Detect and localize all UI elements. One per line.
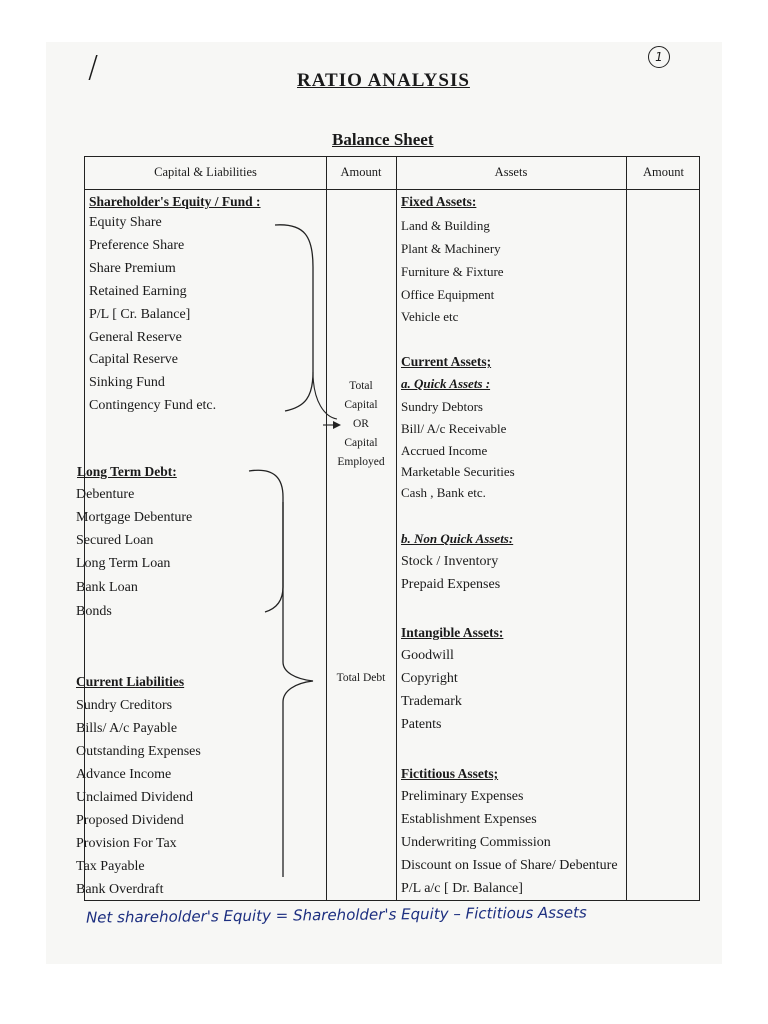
- list-item: Goodwill: [401, 648, 454, 663]
- header-capital-liabilities: Capital & Liabilities: [154, 165, 257, 179]
- list-item: Advance Income: [76, 767, 172, 782]
- list-item: Debenture: [76, 487, 135, 502]
- list-item: Contingency Fund etc.: [89, 398, 217, 413]
- list-item: Tax Payable: [76, 859, 145, 874]
- list-item: Marketable Securities: [401, 464, 515, 479]
- list-item: Mortgage Debenture: [76, 510, 193, 525]
- non-quick-assets-heading: b. Non Quick Assets:: [401, 531, 514, 546]
- header-amount-left: Amount: [340, 165, 382, 179]
- shareholders-equity-heading: Shareholder's Equity / Fund :: [89, 194, 261, 209]
- list-item: Unclaimed Dividend: [76, 790, 194, 805]
- current-liabilities-heading: Current Liabilities: [76, 674, 185, 689]
- list-item: P/L [ Cr. Balance]: [89, 307, 191, 322]
- list-item: Sundry Creditors: [76, 698, 173, 713]
- list-item: Prepaid Expenses: [401, 577, 501, 592]
- page-number: 1: [648, 46, 670, 68]
- list-item: Secured Loan: [76, 533, 154, 548]
- list-item: Bank Loan: [76, 580, 138, 595]
- list-item: Establishment Expenses: [401, 812, 537, 827]
- handwritten-note: Net shareholder's Equity = Shareholder's Equity – Fictitious Assets: [85, 903, 587, 927]
- list-item: Underwriting Commission: [401, 835, 551, 850]
- list-item: Office Equipment: [401, 287, 495, 302]
- list-item: Preference Share: [89, 238, 185, 253]
- list-item: Retained Earning: [89, 284, 187, 299]
- list-item: Bonds: [76, 604, 112, 619]
- fixed-assets-heading: Fixed Assets:: [401, 194, 477, 209]
- list-item: P/L a/c [ Dr. Balance]: [401, 881, 523, 896]
- fictitious-assets-heading: Fictitious Assets;: [401, 766, 499, 781]
- intangible-assets-heading: Intangible Assets:: [401, 625, 504, 640]
- total-debt-label: Total Debt: [336, 672, 386, 684]
- list-item: Sinking Fund: [89, 375, 165, 390]
- page-title: RATIO ANALYSIS: [297, 70, 470, 91]
- list-item: Vehicle etc: [401, 309, 459, 324]
- current-assets-heading: Current Assets;: [401, 354, 492, 369]
- list-item: Bills/ A/c Payable: [76, 721, 178, 736]
- list-item: Copyright: [401, 671, 458, 686]
- list-item: Patents: [401, 717, 442, 732]
- page-subtitle: Balance Sheet: [332, 130, 434, 149]
- pen-mark: /: [88, 50, 99, 85]
- list-item: Preliminary Expenses: [401, 789, 524, 804]
- header-amount-right: Amount: [643, 165, 684, 179]
- list-item: Cash , Bank etc.: [401, 485, 486, 500]
- list-item: Outstanding Expenses: [76, 744, 201, 759]
- list-item: Bill/ A/c Receivable: [401, 421, 507, 436]
- balance-sheet-table: [76, 156, 700, 901]
- long-term-debt-heading: Long Term Debt:: [77, 464, 177, 479]
- list-item: Long Term Loan: [76, 556, 171, 571]
- list-item: Sundry Debtors: [401, 399, 483, 414]
- list-item: Stock / Inventory: [401, 554, 499, 569]
- list-item: Share Premium: [89, 261, 176, 276]
- list-item: Accrued Income: [401, 443, 488, 458]
- list-item: Land & Building: [401, 218, 490, 233]
- list-item: Equity Share: [89, 215, 162, 230]
- list-item: General Reserve: [89, 330, 182, 345]
- list-item: Provision For Tax: [76, 836, 177, 851]
- list-item: Plant & Machinery: [401, 241, 501, 256]
- header-assets: Assets: [494, 165, 528, 179]
- quick-assets-heading: a. Quick Assets :: [401, 376, 491, 391]
- total-capital-label: Total Capital OR Capital Employed: [337, 380, 385, 468]
- list-item: Proposed Dividend: [76, 813, 184, 828]
- list-item: Discount on Issue of Share/ Debenture: [401, 858, 618, 873]
- list-item: Capital Reserve: [89, 352, 179, 367]
- list-item: Bank Overdraft: [76, 882, 164, 897]
- list-item: Trademark: [401, 694, 462, 709]
- list-item: Furniture & Fixture: [401, 264, 504, 279]
